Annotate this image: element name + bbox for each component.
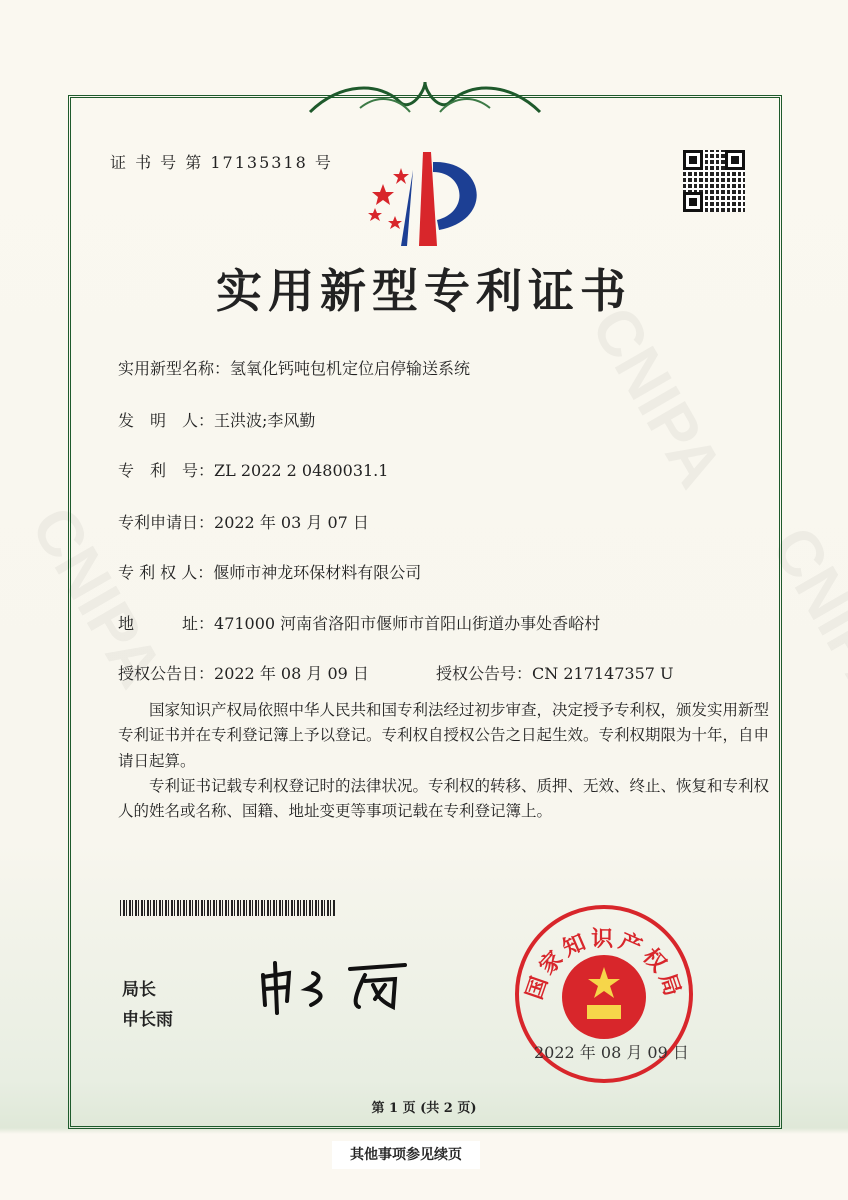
signatory-title: 局长	[122, 980, 156, 1000]
seal-date: 2022 年 08 月 09 日	[534, 1043, 689, 1062]
field-name: 实用新型名称：氢氧化钙吨包机定位启停输送系统	[118, 359, 471, 378]
field-patentee: 专 利 权 人：偃师市神龙环保材料有限公司	[118, 563, 422, 582]
field-inventor: 发 明 人：王洪波;李风勤	[118, 411, 316, 430]
paragraph: 国家知识产权局依照中华人民共和国专利法经过初步审查，决定授予专利权，颁发实用新型专利证书并在专利登记簿上予以登记。专利权自授权公告之日起生效。专利权期限为十年，自申请日起算。	[118, 701, 770, 770]
cnipa-logo	[365, 150, 490, 250]
field-patent-number: 专 利 号：ZL 2022 2 0480031.1	[118, 461, 389, 480]
signature	[255, 955, 440, 1015]
certificate-body	[118, 698, 778, 824]
qr-code	[683, 150, 745, 212]
ornament-top	[300, 72, 550, 122]
barcode	[120, 900, 336, 916]
page-title: 实用新型专利证书	[216, 264, 632, 318]
field-address: 地 址：471000 河南省洛阳市偃师市首阳山街道办事处香峪村	[118, 614, 601, 633]
page-number: 第 1 页 (共 2 页)	[371, 1101, 477, 1116]
field-announcement-number: 授权公告号：CN 217147357 U	[436, 664, 674, 683]
paragraph: 专利证书记载专利权登记时的法律状况。专利权的转移、质押、无效、终止、恢复和专利权人的姓名或名称、国籍、地址变更等事项记载在专利登记簿上。	[118, 776, 770, 821]
field-grant-date: 授权公告日：2022 年 08 月 09 日	[118, 664, 369, 683]
field-application-date: 专利申请日：2022 年 03 月 07 日	[118, 513, 369, 532]
continuation-note: 其他事项参见续页	[332, 1141, 480, 1169]
seal-text: 国家知识产权局	[521, 925, 687, 1004]
signatory-name: 申长雨	[122, 1010, 173, 1030]
certificate-number: 证 书 号 第 17135318 号	[110, 153, 333, 172]
